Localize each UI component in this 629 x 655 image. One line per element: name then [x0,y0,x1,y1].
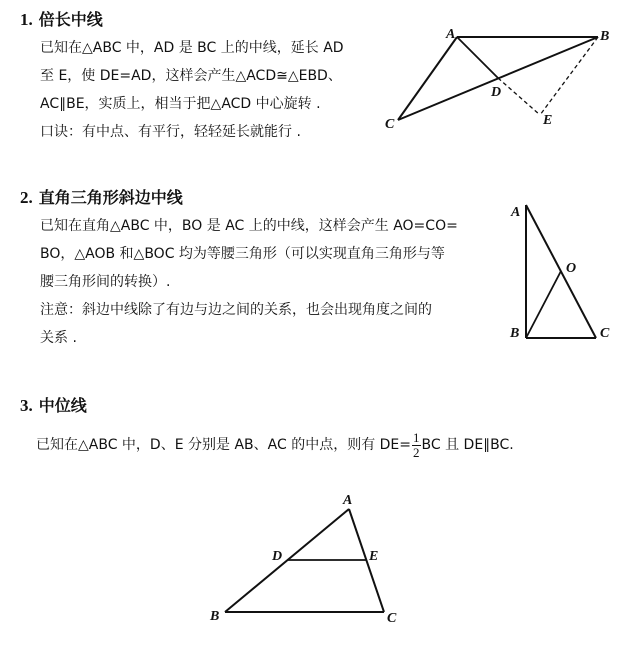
label-b: B [600,29,610,44]
section-2-line: 已知在直角△ABC 中，BO 是 AC 上的中线，这样会产生 AO=CO= [40,218,458,234]
fraction-denominator: 2 [413,444,420,460]
section-2-heading [20,188,183,208]
section-1-line: 至 E，使 DE=AD，这样会产生△ACD≅△EBD、 [40,68,342,84]
section-1-line: 口诀：有中点、有平行，轻轻延长就能行 . [40,124,301,140]
label-b: B [510,326,520,341]
section-3-heading [20,396,87,416]
section-2-title: 直角三角形斜边中线 [38,188,183,207]
label-e: E [369,549,379,564]
label-c: C [600,326,610,341]
section-3-sentence-end: BC 且 DE∥BC. [421,437,514,453]
section-3-number: 3. [20,396,33,415]
section-1-line: AC∥BE，实质上，相当于把△ACD 中心旋转 . [40,96,321,112]
section-2-line: 腰三角形间的转换）. [40,274,171,290]
label-o: O [566,261,577,276]
label-b: B [210,609,220,624]
median-bo [526,271,561,338]
section-2-line: 注意：斜边中线除了有边与边之间的关系，也会出现角度之间的 [40,302,432,318]
label-d: D [272,549,283,564]
section-1-line: 已知在△ABC 中，AD 是 BC 上的中线，延长 AD [40,40,344,56]
label-a: A [511,205,521,220]
fraction-one-half [412,431,421,460]
section-2-body [40,212,458,352]
label-c: C [387,611,397,626]
label-a: A [343,493,353,508]
extension-de [498,78,540,115]
label-e: E [543,113,553,128]
section-3-body [36,430,514,460]
section-2-line: BO，△AOB 和△BOC 均为等腰三角形（可以实现直角三角形与等 [40,246,445,262]
section-3-sentence-start: 已知在△ABC 中，D、E 分别是 AB、AC 的中点，则有 DE= [36,437,411,453]
section-1-title: 倍长中线 [38,10,103,29]
label-a: A [446,27,456,42]
section-2-line: 关系 . [40,330,77,346]
median-ad [457,37,498,78]
label-c: C [385,117,395,132]
section-3-title: 中位线 [38,396,87,415]
fraction-numerator: 1 [413,429,420,445]
label-d: D [491,85,502,100]
section-1-number: 1. [20,10,33,29]
section-2-number: 2. [20,188,33,207]
